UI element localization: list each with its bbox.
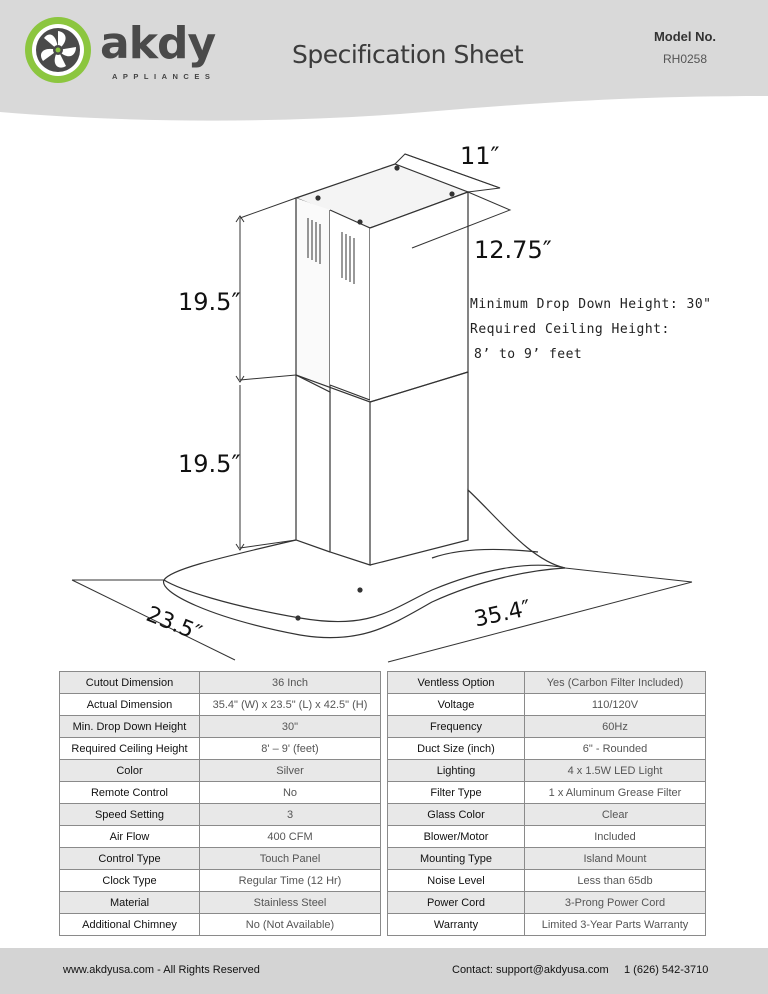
spec-table-left [59, 671, 381, 936]
spec-row [60, 760, 381, 782]
spec-value: No (Not Available) [200, 914, 381, 936]
note-ceiling-height: Required Ceiling Height: [470, 322, 670, 337]
spec-row [388, 716, 706, 738]
page-title: Specification Sheet [292, 40, 524, 69]
brand-subtitle: APPLIANCES [112, 72, 216, 81]
spec-value: Limited 3-Year Parts Warranty [525, 914, 706, 936]
spec-value: Stainless Steel [200, 892, 381, 914]
note-min-drop: Minimum Drop Down Height: 30" [470, 297, 712, 312]
spec-label: Min. Drop Down Height [60, 716, 200, 738]
spec-label: Required Ceiling Height [60, 738, 200, 760]
header [0, 0, 768, 130]
spec-value: 6" - Rounded [525, 738, 706, 760]
model-label: Model No. [653, 29, 717, 44]
spec-label: Ventless Option [388, 672, 525, 694]
footer-phone: 1 (626) 542-3710 [624, 964, 709, 976]
spec-value: Less than 65db [525, 870, 706, 892]
spec-value: No [200, 782, 381, 804]
spec-label: Voltage [388, 694, 525, 716]
spec-row [60, 716, 381, 738]
spec-table-right [387, 671, 706, 936]
dim-base-depth: 23.5″ [142, 602, 206, 647]
spec-row [388, 782, 706, 804]
spec-value: Regular Time (12 Hr) [200, 870, 381, 892]
spec-row [60, 870, 381, 892]
spec-value: 3-Prong Power Cord [525, 892, 706, 914]
spec-row [388, 694, 706, 716]
spec-value: 1 x Aluminum Grease Filter [525, 782, 706, 804]
spec-label: Glass Color [388, 804, 525, 826]
spec-row [60, 848, 381, 870]
spec-label: Duct Size (inch) [388, 738, 525, 760]
spec-row [388, 804, 706, 826]
footer-contact-email: Contact: support@akdyusa.com [452, 964, 609, 976]
spec-row [60, 804, 381, 826]
dim-lower-height: 19.5″ [178, 450, 241, 478]
spec-label: Additional Chimney [60, 914, 200, 936]
spec-label: Clock Type [60, 870, 200, 892]
spec-value: 30" [200, 716, 381, 738]
spec-row [388, 826, 706, 848]
note-ceiling-range: 8’ to 9’ feet [474, 347, 583, 362]
spec-row [60, 914, 381, 936]
spec-value: 3 [200, 804, 381, 826]
spec-row [388, 870, 706, 892]
spec-value: 8' – 9' (feet) [200, 738, 381, 760]
spec-value: 35.4" (W) x 23.5" (L) x 42.5" (H) [200, 694, 381, 716]
spec-value: 110/120V [525, 694, 706, 716]
footer [0, 948, 768, 994]
spec-value: Touch Panel [200, 848, 381, 870]
spec-row [60, 782, 381, 804]
spec-row [388, 738, 706, 760]
spec-row [388, 672, 706, 694]
range-hood-drawing [60, 140, 720, 670]
spec-row [60, 826, 381, 848]
spec-label: Blower/Motor [388, 826, 525, 848]
spec-value: Clear [525, 804, 706, 826]
spec-label: Speed Setting [60, 804, 200, 826]
spec-label: Warranty [388, 914, 525, 936]
spec-label: Cutout Dimension [60, 672, 200, 694]
spec-value: 400 CFM [200, 826, 381, 848]
spec-row [60, 672, 381, 694]
spec-row [388, 848, 706, 870]
spec-label: Mounting Type [388, 848, 525, 870]
spec-label: Material [60, 892, 200, 914]
spec-label: Actual Dimension [60, 694, 200, 716]
spec-value: Island Mount [525, 848, 706, 870]
dim-upper-height: 19.5″ [178, 288, 241, 316]
footer-copyright: www.akdyusa.com - All Rights Reserved [63, 964, 260, 976]
spec-label: Filter Type [388, 782, 525, 804]
spec-value: Yes (Carbon Filter Included) [525, 672, 706, 694]
spec-label: Lighting [388, 760, 525, 782]
spec-row [60, 738, 381, 760]
spec-value: 4 x 1.5W LED Light [525, 760, 706, 782]
spec-label: Air Flow [60, 826, 200, 848]
dim-top-width: 11″ [460, 142, 500, 170]
spec-label: Noise Level [388, 870, 525, 892]
spec-value: 36 Inch [200, 672, 381, 694]
model-value: RH0258 [662, 52, 708, 66]
spec-label: Power Cord [388, 892, 525, 914]
dim-base-width: 35.4″ [472, 596, 534, 633]
spec-row [60, 694, 381, 716]
spec-value: Silver [200, 760, 381, 782]
spec-row [388, 760, 706, 782]
spec-label: Remote Control [60, 782, 200, 804]
spec-label: Control Type [60, 848, 200, 870]
spec-label: Frequency [388, 716, 525, 738]
spec-value: 60Hz [525, 716, 706, 738]
brand-name: akdy [100, 18, 216, 69]
spec-label: Color [60, 760, 200, 782]
spec-value: Included [525, 826, 706, 848]
spec-row [60, 892, 381, 914]
spec-row [388, 892, 706, 914]
spec-row [388, 914, 706, 936]
dim-top-depth: 12.75″ [474, 236, 552, 264]
range-hood-diagram [60, 140, 720, 670]
